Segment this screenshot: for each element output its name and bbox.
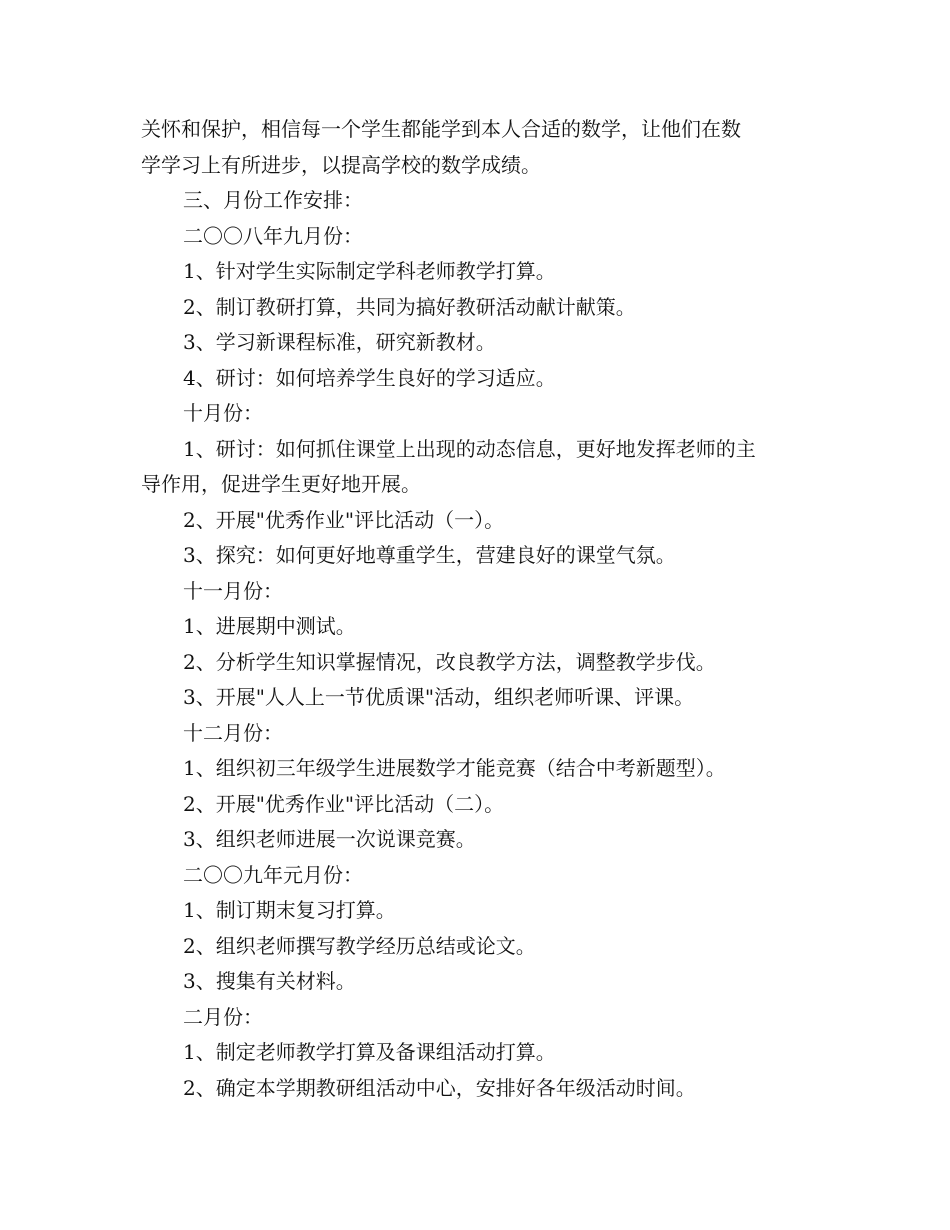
list-item: 2、分析学生知识掌握情况，改良教学方法，调整教学步伐。: [183, 649, 716, 674]
month-heading: 十二月份：: [183, 720, 283, 745]
list-item: 3、组织老师进展一次说课竞赛。: [183, 827, 476, 851]
month-heading: 二〇〇八年九月份：: [183, 223, 363, 248]
list-item: 1、制订期末复习打算。: [183, 898, 396, 922]
list-item-continuation: 导作用，促进学生更好地开展。: [141, 472, 421, 496]
month-heading: 十一月份：: [183, 578, 283, 603]
month-heading: 十月份：: [183, 401, 263, 425]
list-item: 1、制定老师教学打算及备课组活动打算。: [183, 1040, 556, 1064]
section-heading: 三、月份工作安排：: [183, 188, 363, 212]
month-heading: 二月份：: [183, 1004, 263, 1029]
list-item: 2、制订教研打算，共同为搞好教研活动献计献策。: [183, 294, 636, 319]
list-item: 3、学习新课程标准，研究新教材。: [183, 330, 496, 354]
list-item: 1、研讨：如何抓住课堂上出现的动态信息，更好地发挥老师的主: [183, 436, 756, 461]
document-body: [141, 112, 821, 1106]
list-item: 3、搜集有关材料。: [183, 969, 356, 993]
list-item: 2、组织老师撰写教学经历总结或论文。: [183, 933, 536, 958]
list-item: 1、针对学生实际制定学科老师教学打算。: [183, 259, 556, 283]
list-item: 1、进展期中测试。: [183, 614, 356, 638]
list-item: 3、开展"人人上一节优质课"活动，组织老师听课、评课。: [183, 685, 695, 709]
month-heading: 二〇〇九年元月份：: [183, 862, 363, 887]
list-item: 3、探究：如何更好地尊重学生，营建良好的课堂气氛。: [183, 543, 676, 567]
list-item: 4、研讨：如何培养学生良好的学习适应。: [183, 365, 556, 390]
list-item: 2、开展"优秀作业"评比活动（一）。: [183, 507, 505, 532]
paragraph-line: 关怀和保护，相信每一个学生都能学到本人合适的数学，让他们在数: [141, 117, 741, 141]
list-item: 1、组织初三年级学生进展数学才能竞赛（结合中考新题型）。: [183, 756, 726, 780]
paragraph-line: 学学习上有所进步，以提高学校的数学成绩。: [141, 152, 541, 177]
list-item: 2、开展"优秀作业"评比活动（二）。: [183, 791, 505, 816]
list-item: 2、确定本学期教研组活动中心，安排好各年级活动时间。: [183, 1075, 696, 1100]
